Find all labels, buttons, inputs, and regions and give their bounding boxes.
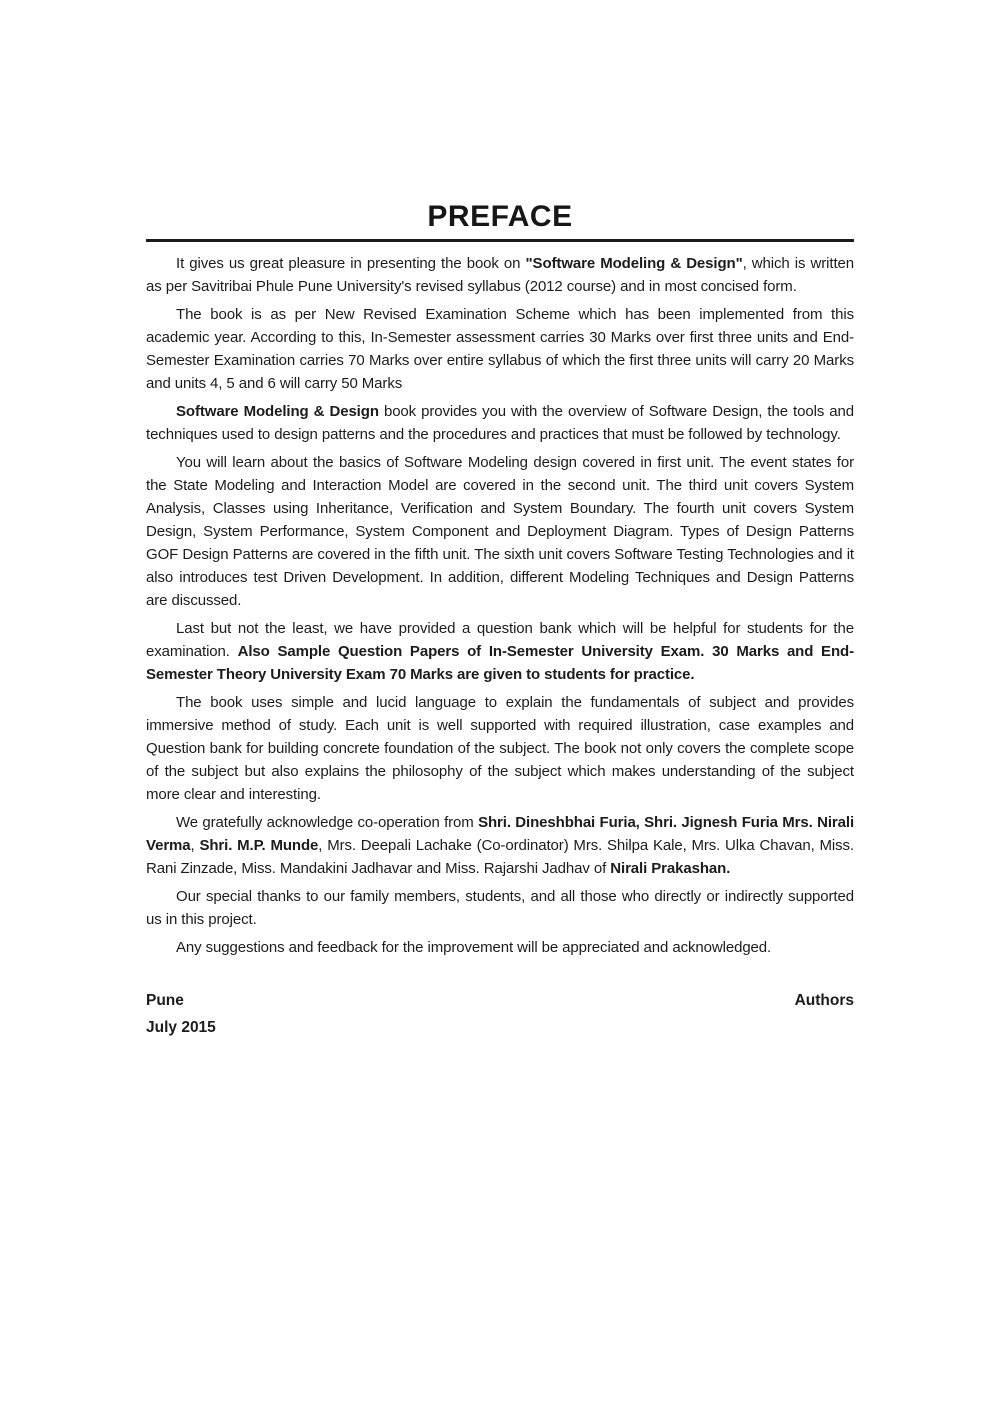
footer-authors: Authors — [794, 992, 854, 1009]
title-divider — [146, 239, 854, 242]
preface-content — [146, 200, 854, 1039]
paragraph-text: It gives us great pleasure in presenting the book on — [176, 255, 526, 272]
paragraph — [146, 252, 854, 298]
preface-body — [146, 252, 854, 959]
paragraph — [146, 617, 854, 686]
paragraph — [146, 885, 854, 931]
page-title: PREFACE — [427, 200, 573, 233]
paragraph-text-bold: Also Sample Question Papers of In-Semester University Exam. 30 Marks and End-Semester Theory University Exam 70 Marks are given to students for practice. — [146, 643, 854, 683]
paragraph-text: , which is written as per Savitribai Phule Pune University's revised syllabus (2012 course) and in most concised form. — [146, 255, 854, 295]
paragraph-text: You will learn about the basics of Software Modeling design covered in first unit. The event states for the State Modeling and Interaction Model are covered in the second unit. The third unit covers System Analysis, Classes using Inheritance, Verification and System Boundary. The fourth unit covers System Design, System Performance, System Component and Deployment Diagram. Types of Design Patterns GOF Design Patterns are covered in the fifth unit. The sixth unit covers Software Testing Technologies and it also introduces test Driven Development. In addition, different Modeling Techniques and Design Patterns are discussed. — [146, 454, 854, 609]
paragraph-text: The book uses simple and lucid language to explain the fundamentals of subject and provides immersive method of study. Each unit is well supported with required illustration, case examples and Question bank for building concrete foundation of the subject. The book not only covers the complete scope of the subject but also explains the philosophy of the subject which makes understanding of the subject more clear and interesting. — [146, 694, 854, 803]
paragraph-text: Any suggestions and feedback for the improvement will be appreciated and acknowledged. — [176, 939, 772, 956]
paragraph-text-bold: Shri. Dineshbhai Furia, Shri. Jignesh Furia Mrs. Nirali Verma — [146, 814, 855, 854]
paragraph — [146, 303, 854, 395]
paragraph-text: Last but not the least, we have provided a question bank which will be helpful for students for the examination. — [146, 620, 854, 660]
footer — [146, 989, 854, 1039]
paragraph-text-bold: Software Modeling & Design — [176, 403, 379, 420]
footer-place: Pune — [146, 992, 184, 1009]
paragraph-text-bold: Nirali Prakashan. — [610, 860, 731, 877]
footer-date: July 2015 — [146, 1019, 216, 1036]
paragraph-text: The book is as per New Revised Examination Scheme which has been implemented from this academic year. According to this, In-Semester assessment carries 30 Marks over first three units and End-Semester Examination carries 70 Marks over entire syllabus of which the first three units will carry 20 Marks and units 4, 5 and 6 will carry 50 Marks — [146, 306, 854, 392]
paragraph — [146, 691, 854, 806]
paragraph-text: book provides you with the overview of Software Design, the tools and techniques used to design patterns and the procedures and practices that must be followed by technology. — [146, 403, 855, 443]
paragraph — [146, 936, 854, 959]
paragraph-text: Our special thanks to our family members, students, and all those who directly or indirectly supported us in this project. — [146, 888, 854, 928]
paragraph-text: , — [190, 837, 200, 854]
paragraph-text: , Mrs. Deepali Lachake (Co-ordinator) Mrs. Shilpa Kale, Mrs. Ulka Chavan, Miss. Rani Zinzade, Miss. Mandakini Jadhavar and Miss. Rajarshi Jadhav of — [146, 837, 854, 877]
paragraph-text-bold: "Software Modeling & Design" — [525, 255, 743, 272]
footer-row — [146, 989, 854, 1012]
paragraph-text-bold: Shri. M.P. Munde — [199, 837, 319, 854]
paragraph-text: We gratefully acknowledge co-operation from — [176, 814, 479, 831]
paragraph — [146, 451, 854, 612]
paragraph — [146, 400, 854, 446]
paragraph — [146, 811, 854, 880]
